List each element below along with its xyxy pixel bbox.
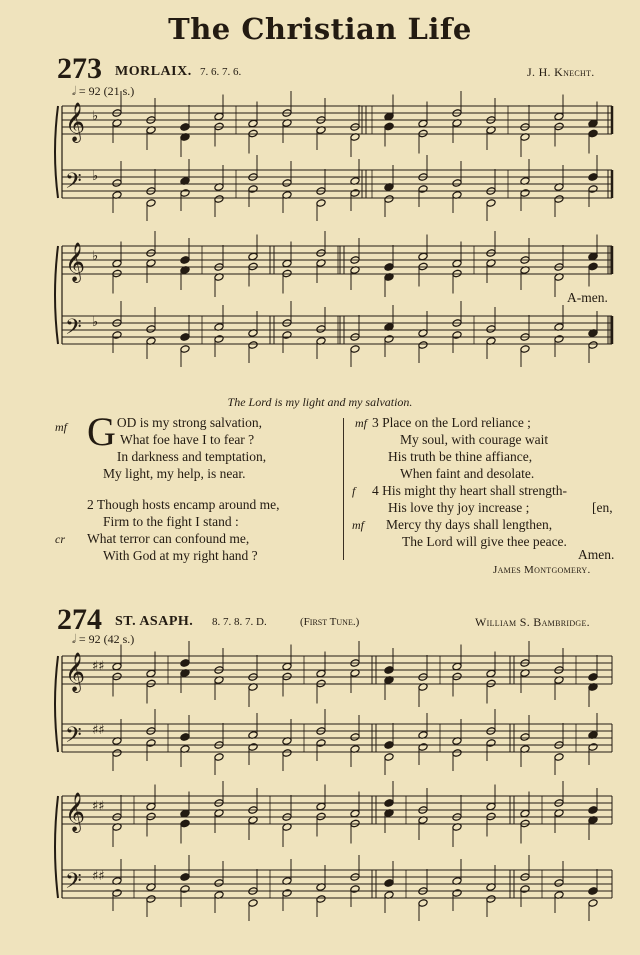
verse-line: What terror can confound me, [87,531,250,546]
treble-clef-icon: 𝄞 [65,242,86,282]
meter-274: 8. 7. 8. 7. D. [212,616,267,628]
verse-line: In darkness and temptation, [116,449,267,464]
amen-text: Amen. [578,547,615,562]
turnover-bracket: [en, [592,500,613,515]
treble-clef-icon: 𝄞 [65,652,86,692]
bass-clef-icon: 𝄢 [65,723,82,753]
dynamic-mark: mf [352,518,364,532]
meter: 7. 6. 7. 6. [200,66,242,78]
verse-line: The Lord will give thee peace. [402,534,567,549]
key-signature-icon: ♭ [92,169,99,184]
verse-line: 3 Place on the Lord reliance ; [372,415,531,430]
composer-274: William S. Bambridge. [475,615,590,629]
bass-clef-icon: 𝄢 [65,869,82,899]
dynamic-mark: f [352,484,356,498]
brace [55,246,58,344]
author: James Montgomery. [493,564,591,576]
verse-line: 2 Though hosts encamp around me, [87,497,280,512]
verse-line: With God at my right hand ? [103,548,258,563]
verse-line: His love thy joy increase ; [388,500,530,515]
tune-name-274: ST. ASAPH. [115,614,194,629]
hymn-number-274: 274 [57,603,102,636]
key-signature-icon: ♯♯ [92,723,105,738]
key-signature-icon: ♭ [92,109,99,124]
verse-line: Mercy thy days shall lengthen, [386,517,553,532]
brace [55,106,58,198]
composer: J. H. Knecht. [527,65,595,79]
treble-clef-icon: 𝄞 [65,102,86,142]
verse-line: His truth be thine affiance, [388,449,533,464]
key-signature-icon: ♯♯ [92,659,105,674]
key-signature-icon: ♯♯ [92,869,105,884]
dynamic-mark: mf [355,416,367,430]
verse-line: OD is my strong salvation, [116,415,263,430]
verse-line: Firm to the fight I stand : [103,514,239,529]
verse-line: My light, my help, is near. [103,466,246,481]
verse-line: 4 His might thy heart shall strength- [372,483,567,498]
key-signature-icon: ♭ [92,249,99,264]
page-title: The Christian Life [168,12,472,46]
key-signature-icon: ♯♯ [92,799,105,814]
dynamic-mark: mf [55,420,67,434]
bass-clef-icon: 𝄢 [65,169,82,199]
key-signature-icon: ♭ [92,315,99,330]
verse-line: My soul, with courage wait [400,432,549,447]
tempo-marking: 𝅗𝅥 = 92 (21 s.) [72,84,135,98]
half-note-icon: 𝅗𝅥 [72,632,76,646]
brace [55,796,58,898]
verse-line: When faint and desolate. [400,466,535,481]
scripture-heading: The Lord is my light and my salvation. [227,395,413,409]
tune-note: (First Tune.) [300,616,360,628]
half-note-icon: 𝅗𝅥 [72,84,76,98]
tempo-marking-274: 𝅗𝅥 = 92 (42 s.) [72,632,135,646]
treble-clef-icon: 𝄞 [65,792,86,832]
tune-name: MORLAIX. [115,64,192,79]
hymn-number: 273 [57,52,102,85]
drop-cap: G [87,409,116,454]
brace [55,656,58,752]
verse-line: What foe have I to fear ? [120,432,255,447]
dynamic-mark: cr [55,532,65,546]
amen-label: A-men. [567,290,608,305]
bass-clef-icon: 𝄢 [65,315,82,345]
